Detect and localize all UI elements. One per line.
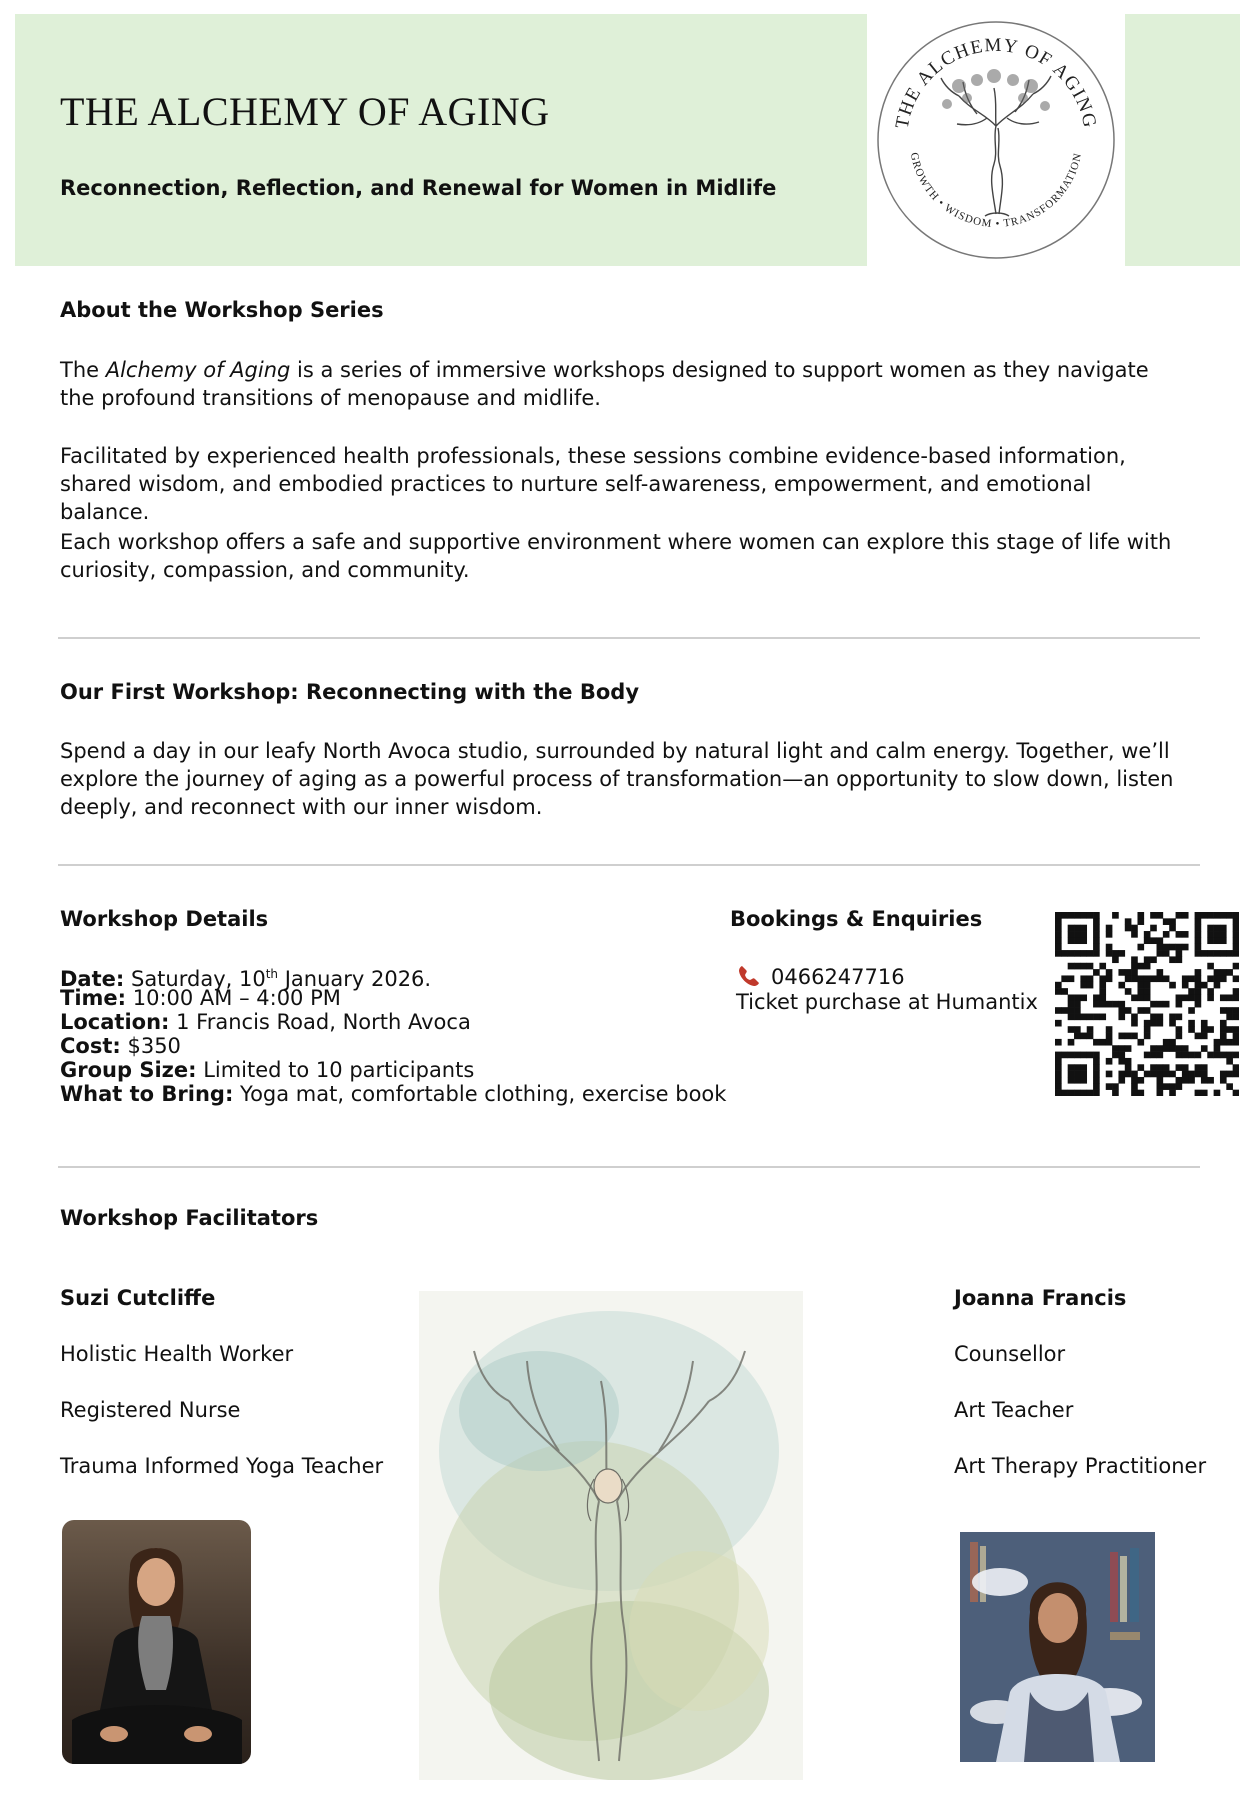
header-banner [15, 14, 867, 266]
about-p1-pre: The [60, 358, 106, 382]
header-banner-right [1125, 14, 1240, 266]
facilitator-left-name: Suzi Cutcliffe [60, 1286, 216, 1310]
detail-what-to-bring: What to Bring: Yoga mat, comfortable clothing, exercise book [60, 1082, 727, 1106]
divider [58, 864, 1200, 866]
detail-location: Location: 1 Francis Road, North Avoca [60, 1010, 471, 1034]
logo-bottom-text: GROWTH • WISDOM • TRANSFORMATION [907, 151, 1085, 230]
first-workshop-heading: Our First Workshop: Reconnecting with the Body [60, 680, 640, 704]
detail-cost: Cost: $350 [60, 1034, 181, 1058]
facilitators-heading: Workshop Facilitators [60, 1206, 319, 1230]
ticket-link[interactable]: Ticket purchase at Humantix [736, 990, 1038, 1014]
logo-panel [867, 14, 1125, 266]
facilitator-right-role: Art Therapy Practitioner [954, 1454, 1207, 1478]
detail-group-size: Group Size: Limited to 10 participants [60, 1058, 475, 1082]
page-title: THE ALCHEMY OF AGING [60, 89, 550, 134]
phone-icon [736, 963, 762, 989]
details-list [60, 962, 726, 1106]
page-subtitle: Reconnection, Reflection, and Renewal for Women in Midlife [60, 176, 777, 200]
qr-code-icon [1055, 912, 1239, 1096]
alchemy-logo-icon [867, 14, 1125, 266]
details-heading: Workshop Details [60, 907, 269, 931]
facilitator-right-photo [960, 1532, 1155, 1762]
divider [58, 1166, 1200, 1168]
facilitator-left-role: Holistic Health Worker [60, 1342, 294, 1366]
phone-number[interactable]: 0466247716 [771, 965, 905, 989]
about-paragraph-2: Facilitated by experienced health professionals, these sessions combine evidence-based information, shared wisdom, and embodied practices to nurture self-awareness, empowerment, and emotional balance. [60, 444, 1126, 524]
about-heading: About the Workshop Series [60, 298, 384, 322]
facilitator-left-role: Trauma Informed Yoga Teacher [60, 1454, 384, 1478]
about-paragraph-3: Each workshop offers a safe and supportive environment where women can explore this stage of life with curiosity, compassion, and community. [60, 530, 1172, 582]
first-workshop-body: Spend a day in our leafy North Avoca studio, surrounded by natural light and calm energy. Together, we’ll explore the journey of aging as a powerful process of transformation—an opportunity to slow down, listen deeply, and reconnect with our inner wisdom. [60, 739, 1174, 819]
logo-top-text: THE ALCHEMY OF AGING [891, 34, 1101, 131]
facilitator-right-role: Counsellor [954, 1342, 1066, 1366]
qr-code[interactable] [1055, 912, 1239, 1096]
facilitator-left-photo [62, 1520, 251, 1764]
about-p1-emphasis: Alchemy of Aging [105, 358, 291, 382]
facilitator-left-role: Registered Nurse [60, 1398, 241, 1422]
divider [58, 637, 1200, 639]
svg-text:GROWTH • WISDOM • TRANSFORMATI [908, 152, 1084, 230]
facilitator-right-name: Joanna Francis [954, 1286, 1127, 1310]
tree-icon [941, 76, 1051, 216]
tree-woman-artwork [419, 1291, 803, 1780]
facilitator-right-role: Art Teacher [954, 1398, 1074, 1422]
about-p1-post: is a series of immersive workshops designed to support women as they navigate the profound transitions of menopause and midlife. [60, 358, 1149, 410]
detail-date: Date: Saturday, 10th January 2026. [60, 967, 432, 991]
about-paragraph-1 [60, 356, 1180, 412]
detail-time: Time: 10:00 AM – 4:00 PM [60, 986, 341, 1010]
bookings-heading: Bookings & Enquiries [730, 907, 983, 931]
